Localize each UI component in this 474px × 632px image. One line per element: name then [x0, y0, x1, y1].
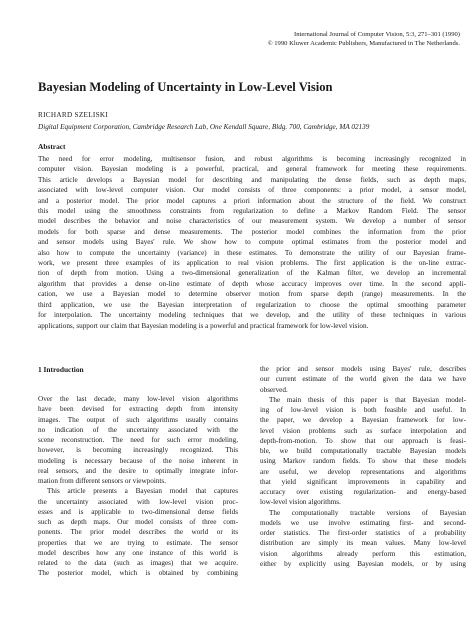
body-line: real sensors, and the desire to optimally integrate infor- — [38, 466, 238, 475]
abstract-line: this model using the smoothness constraints from regularization to define a Markov Random Field. The sensor — [38, 207, 466, 216]
body-line: The main thesis of this paper is that Bayesian model- — [269, 395, 466, 404]
body-line: the paper, we develop a Bayesian framework for low- — [260, 416, 466, 425]
body-line: related to the data (such as images) that we acquire. — [38, 559, 238, 567]
abstract-line: computer vision. Bayesian modeling is a powerful, practical, and general framework for meeting these requirements. — [38, 165, 466, 174]
right-column — [260, 364, 466, 569]
abstract-line: algorithm that provides a dense on-line estimate of depth whose accuracy improves over time. In the second appli- — [38, 279, 466, 288]
abstract-line: tion of depth from motion. Using a two-dimensional generalization of the Kalman filter, we develop an incremental — [38, 269, 466, 278]
author-affiliation: Digital Equipment Corporation, Cambridge Research Lab, One Kendall Square, Bldg. 700, Cambridge, MA 02139 — [38, 123, 370, 131]
journal-header — [160, 30, 460, 48]
body-line: images. The output of such algorithms usually contains — [38, 415, 238, 424]
body-line: have been devised for extracting depth from intensity — [38, 405, 238, 414]
abstract-line: for interpolation. The uncertainty modeling techniques that we develop, and the utility of these techniques in various — [38, 311, 466, 320]
body-line: are useful, we develop representations and algorithms — [260, 467, 466, 476]
abstract-line: third application, we use the Bayesian interpretation of regularization to choose the optimal smoothing parameter — [38, 300, 466, 309]
paper-title: Bayesian Modeling of Uncertainty in Low-Level Vision — [38, 80, 333, 94]
body-line: ble, we build computationally tractable Bayesian models — [260, 447, 466, 455]
abstract-line: work, we present three examples of its application to real vision problems. The first application is the on-line extrac- — [38, 259, 466, 268]
body-line: distribution are simply its mean values. Many low-level — [260, 539, 466, 548]
body-line: scene reconstruction. The need for such error modeling, — [38, 436, 238, 444]
body-line: models we use involve estimating first- and second- — [260, 518, 466, 527]
body-line: low-level vision algorithms. — [260, 498, 341, 507]
body-line: such as depth maps. Our model consists of three com- — [38, 518, 238, 526]
body-line: our current estimate of the world given the data we have — [260, 375, 466, 384]
body-line: order statistics. The first-order statistics of a probability — [260, 529, 466, 537]
abstract-line: and sensor models using Bayes' rule. We show how to compute optimal estimates from the posterior model and — [38, 238, 466, 247]
body-line: esses and is applicable to two-dimensional dense fields — [38, 507, 238, 516]
abstract-line: The need for error modeling, multisensor fusion, and robust algorithms is becoming increasingly recognized in — [38, 155, 466, 163]
left-column — [38, 365, 238, 579]
abstract-line: also how to compute the uncertainty (variance) in these estimates. To demonstrate the utility of our Bayesian frame- — [38, 248, 466, 257]
body-line: however, is becoming increasingly recognized. This — [38, 446, 238, 455]
abstract-line: applications, support our claim that Bayesian modeling is a powerful and practical framework for low-level vision. — [38, 321, 369, 330]
body-line: ponents. The prior model describes the world or its — [38, 528, 238, 537]
body-line: depth-from-motion. To show that our approach is feasi- — [260, 436, 466, 445]
body-line: accuracy over existing regularization- and energy-based — [260, 488, 466, 496]
body-line: ing of low-level vision is both feasible and useful. In — [260, 406, 466, 414]
abstract-line: cation, we use a Bayesian model to determine observer motion from sparse depth (range) measurements. In the — [38, 290, 466, 299]
body-line: vision algorithms already perform this estimation, — [260, 549, 466, 558]
body-line: mation from different sensors or viewpoints. — [38, 477, 167, 485]
body-line: The computationally tractable versions of Bayesian — [269, 508, 466, 517]
body-line: observed. — [260, 385, 288, 394]
body-line: that yield significant improvements in capability and — [260, 477, 466, 486]
body-line: modeling is necessary because of the noise inherent in — [38, 456, 238, 465]
body-line: no indication of the uncertainty associated with the — [38, 425, 238, 434]
author-name: RICHARD SZELISKI — [38, 111, 109, 119]
body-line: the uncertainty associated with low-level vision proc- — [38, 497, 238, 506]
abstract-body — [38, 154, 466, 331]
body-line: properties that we are trying to estimate. The sensor — [38, 538, 238, 547]
body-line: model describes how any one instance of this world is — [38, 548, 238, 557]
section-heading-introduction: 1 Introduction — [38, 365, 84, 374]
abstract-line: models for both sparse and dense measurements. The posterior model combines the information from the prior — [38, 227, 466, 236]
body-line: the prior and sensor models using Bayes' rule, describes — [260, 365, 466, 373]
body-line: The posterior model, which is obtained by combining — [38, 569, 238, 578]
journal-copyright: © 1990 Kluwer Academic Publishers, Manufactured in The Netherlands. — [267, 40, 460, 47]
abstract-line: model describes the behavior and noise characteristics of our measurement system. We develop a number of sensor — [38, 217, 466, 226]
body-line: This article presents a Bayesian model that captures — [47, 487, 238, 496]
abstract-line: and a posterior model. The prior model captures a priori information about the structure of the field. We construct — [38, 196, 466, 205]
body-line: Over the last decade, many low-level vision algorithms — [38, 395, 238, 403]
abstract-heading: Abstract — [38, 142, 66, 151]
journal-citation: International Journal of Computer Vision, 5:3, 271–301 (1990) — [294, 31, 460, 38]
abstract-line: This article develops a Bayesian model for describing and manipulating the dense fields, such as depth maps, — [38, 175, 466, 184]
body-line: level vision problems such as surface interpolation and — [260, 426, 466, 435]
abstract-line: associated with low-level computer vision. Our model consists of three components: a prior model, a sensor model, — [38, 186, 466, 195]
body-line: either by explicitly using Bayesian models, or by using — [260, 559, 466, 568]
body-line: using Markov random fields. To show that these models — [260, 457, 466, 466]
